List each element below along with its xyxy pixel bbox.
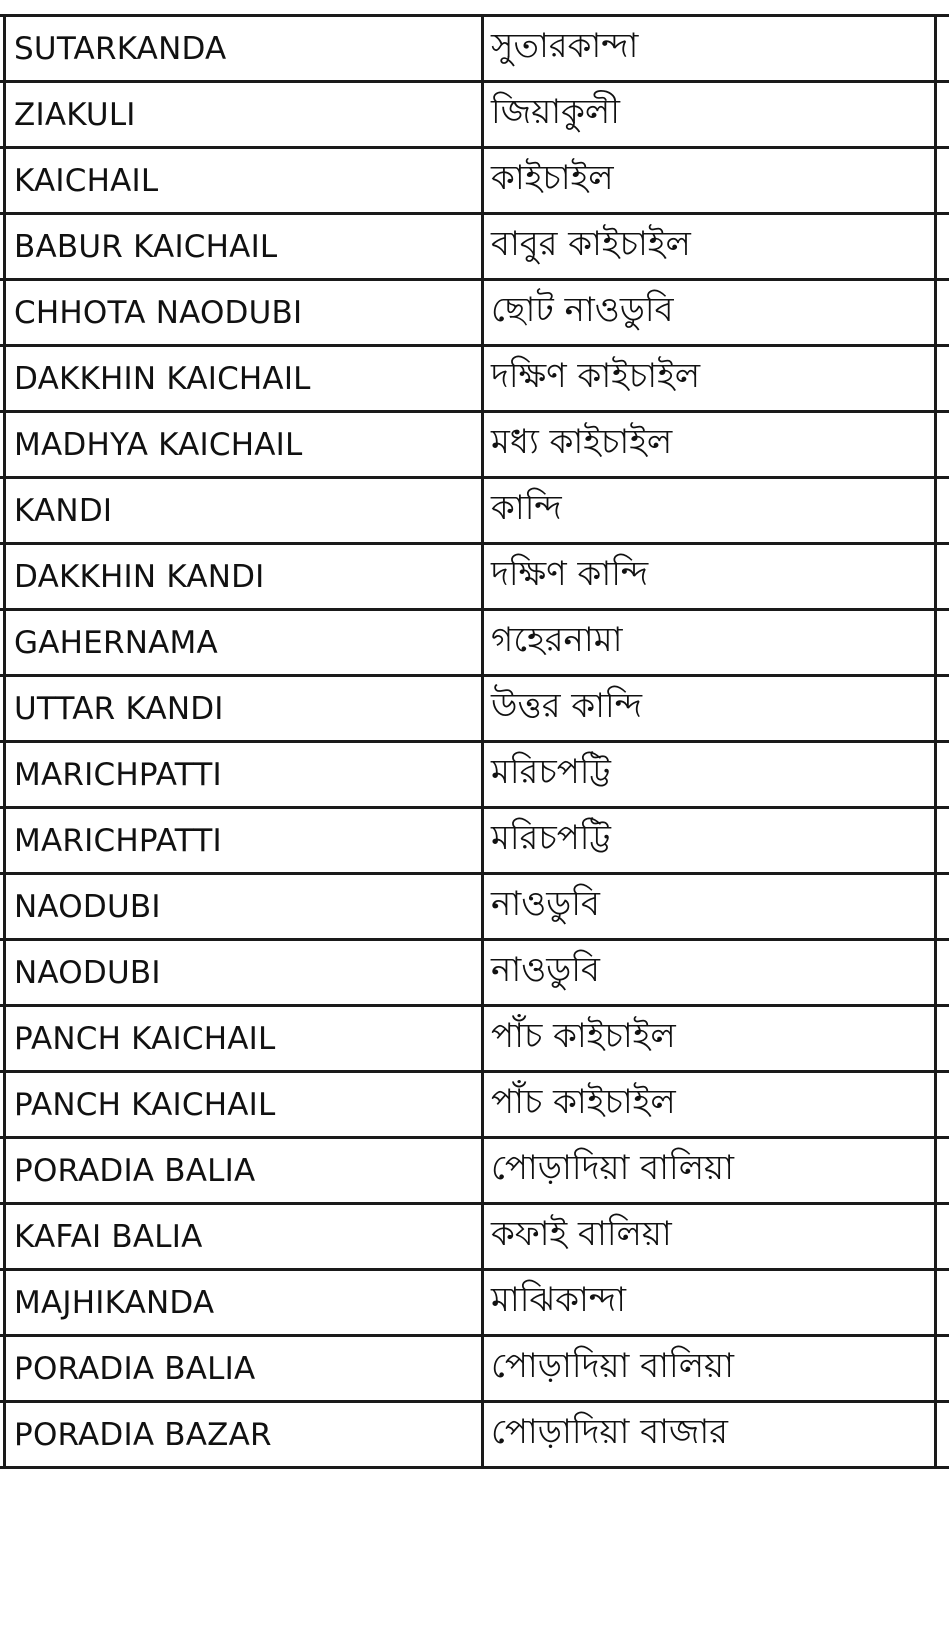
right-margin-cell [935, 1402, 949, 1468]
bengali-name-cell: কাইচাইল [483, 148, 936, 214]
bengali-name-cell: পাঁচ কাইচাইল [483, 1006, 936, 1072]
table-row [0, 82, 949, 148]
right-margin-cell [935, 214, 949, 280]
right-margin-cell [935, 808, 949, 874]
table-row [0, 676, 949, 742]
bengali-name-cell: কান্দি [483, 478, 936, 544]
right-margin-cell [935, 544, 949, 610]
right-margin-cell [935, 280, 949, 346]
bengali-name-cell: উত্তর কান্দি [483, 676, 936, 742]
right-margin-cell [935, 478, 949, 544]
table-row [0, 214, 949, 280]
right-margin-cell [935, 1270, 949, 1336]
table-row [0, 610, 949, 676]
english-name-cell: KANDI [5, 478, 483, 544]
bengali-name-cell: মরিচপট্টি [483, 808, 936, 874]
english-name-cell: PANCH KAICHAIL [5, 1006, 483, 1072]
bengali-name-cell: পাঁচ কাইচাইল [483, 1072, 936, 1138]
bengali-name-cell: মরিচপট্টি [483, 742, 936, 808]
english-name-cell: KAICHAIL [5, 148, 483, 214]
right-margin-cell [935, 1006, 949, 1072]
right-margin-cell [935, 16, 949, 82]
right-margin-cell [935, 1204, 949, 1270]
table-row [0, 148, 949, 214]
english-name-cell: MARICHPATTI [5, 808, 483, 874]
table-body [0, 16, 949, 1468]
table-row [0, 940, 949, 1006]
right-margin-cell [935, 1072, 949, 1138]
right-margin-cell [935, 1138, 949, 1204]
bengali-name-cell: কফাই বালিয়া [483, 1204, 936, 1270]
table-row [0, 1072, 949, 1138]
english-name-cell: NAODUBI [5, 940, 483, 1006]
right-margin-cell [935, 742, 949, 808]
table-row [0, 1204, 949, 1270]
right-margin-cell [935, 676, 949, 742]
english-name-cell: DAKKHIN KANDI [5, 544, 483, 610]
table-row [0, 874, 949, 940]
table-row [0, 280, 949, 346]
english-name-cell: KAFAI BALIA [5, 1204, 483, 1270]
english-name-cell: NAODUBI [5, 874, 483, 940]
english-name-cell: GAHERNAMA [5, 610, 483, 676]
right-margin-cell [935, 940, 949, 1006]
bengali-name-cell: পোড়াদিয়া বাজার [483, 1402, 936, 1468]
bengali-name-cell: মাঝিকান্দা [483, 1270, 936, 1336]
bengali-name-cell: পোড়াদিয়া বালিয়া [483, 1138, 936, 1204]
table-row [0, 478, 949, 544]
table-row [0, 412, 949, 478]
right-margin-cell [935, 346, 949, 412]
bengali-name-cell: জিয়াকুলী [483, 82, 936, 148]
bengali-name-cell: মধ্য কাইচাইল [483, 412, 936, 478]
english-name-cell: PORADIA BALIA [5, 1336, 483, 1402]
right-margin-cell [935, 1336, 949, 1402]
right-margin-cell [935, 610, 949, 676]
table-row [0, 1402, 949, 1468]
table-row [0, 16, 949, 82]
english-name-cell: MADHYA KAICHAIL [5, 412, 483, 478]
table-row [0, 544, 949, 610]
table-row [0, 742, 949, 808]
english-name-cell: ZIAKULI [5, 82, 483, 148]
table-row [0, 1006, 949, 1072]
bengali-name-cell: সুতারকান্দা [483, 16, 936, 82]
bengali-name-cell: নাওডুবি [483, 874, 936, 940]
english-name-cell: PANCH KAICHAIL [5, 1072, 483, 1138]
table-row [0, 1270, 949, 1336]
table-row [0, 346, 949, 412]
right-margin-cell [935, 148, 949, 214]
bengali-name-cell: বাবুর কাইচাইল [483, 214, 936, 280]
table-row [0, 1336, 949, 1402]
english-name-cell: SUTARKANDA [5, 16, 483, 82]
bengali-name-cell: দক্ষিণ কাইচাইল [483, 346, 936, 412]
english-name-cell: CHHOTA NAODUBI [5, 280, 483, 346]
english-name-cell: PORADIA BAZAR [5, 1402, 483, 1468]
english-name-cell: MARICHPATTI [5, 742, 483, 808]
english-name-cell: UTTAR KANDI [5, 676, 483, 742]
bengali-name-cell: নাওডুবি [483, 940, 936, 1006]
table-row [0, 1138, 949, 1204]
right-margin-cell [935, 874, 949, 940]
bengali-name-cell: দক্ষিণ কান্দি [483, 544, 936, 610]
english-name-cell: BABUR KAICHAIL [5, 214, 483, 280]
english-name-cell: DAKKHIN KAICHAIL [5, 346, 483, 412]
bengali-name-cell: পোড়াদিয়া বালিয়া [483, 1336, 936, 1402]
english-name-cell: MAJHIKANDA [5, 1270, 483, 1336]
right-margin-cell [935, 412, 949, 478]
table-row [0, 808, 949, 874]
bengali-name-cell: গহেরনামা [483, 610, 936, 676]
right-margin-cell [935, 82, 949, 148]
bengali-name-cell: ছোট নাওডুবি [483, 280, 936, 346]
village-names-table [0, 14, 949, 1469]
english-name-cell: PORADIA BALIA [5, 1138, 483, 1204]
